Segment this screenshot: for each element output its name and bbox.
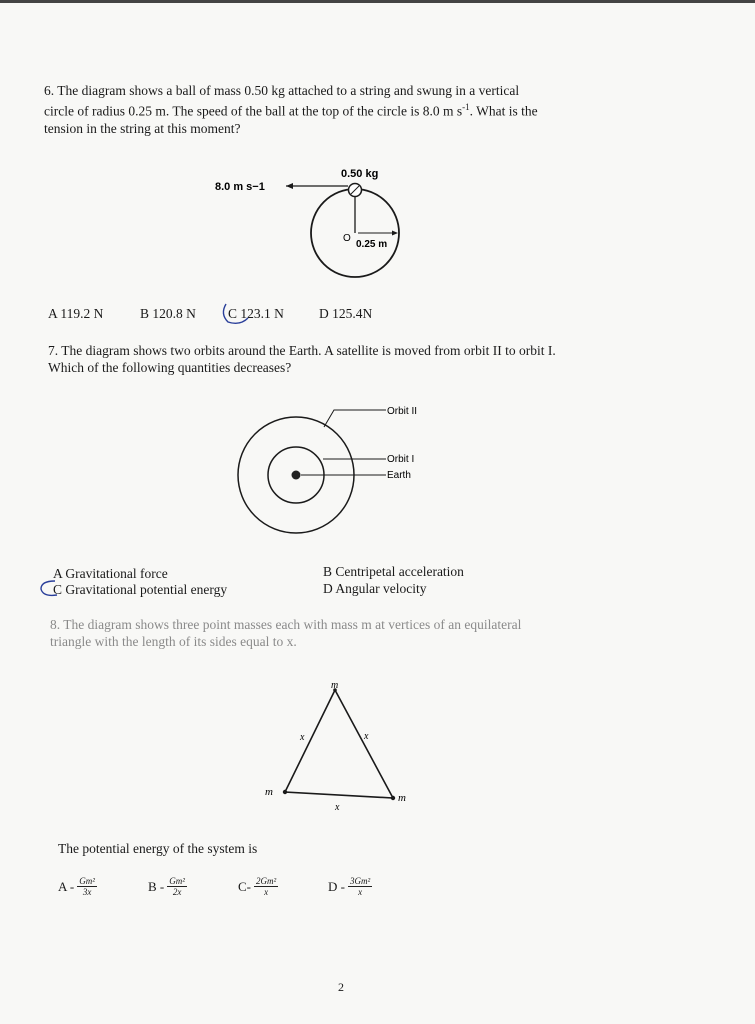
side-right-label: x	[364, 731, 369, 742]
mass-top-label: m	[331, 680, 339, 691]
equilateral-triangle	[285, 690, 393, 798]
q8-answer-c-letter: C-	[238, 878, 251, 894]
q8-answer-b[interactable]	[148, 876, 187, 897]
question-8-line-1: 8. The diagram shows three point masses each with mass m at vertices of an equilateral	[50, 617, 522, 632]
q7-option-c-label: C Gravitational potential energy	[53, 582, 228, 597]
question-8-prompt: The potential energy of the system is	[58, 841, 258, 856]
side-left-label: x	[300, 732, 305, 743]
orbit-1-label: Orbit I	[387, 454, 415, 465]
circular-motion-diagram	[210, 160, 430, 285]
q8-answer-d-letter: D -	[328, 878, 345, 894]
q8-answer-d[interactable]	[328, 876, 372, 897]
velocity-arrowhead	[286, 183, 293, 189]
q8-answer-a-letter: A -	[58, 878, 75, 894]
mass-right	[391, 796, 395, 800]
question-8-line-2: triangle with the length of its sides equal to x.	[50, 634, 297, 649]
q7-option-d[interactable]: D Angular velocity	[323, 581, 427, 596]
question-6-line-3: tension in the string at this moment?	[44, 120, 241, 136]
earth-label: Earth	[387, 470, 411, 481]
question-6-line-2: circle of radius 0.25 m. The speed of the ball at the top of the circle is 8.0 m $s^{-1}$. What is the	[44, 102, 538, 119]
q7-option-c[interactable]	[53, 582, 227, 598]
orbits-diagram	[230, 400, 440, 560]
orbit-2-label: Orbit II	[387, 406, 418, 417]
q6-option-d[interactable]: D 125.4N	[319, 306, 373, 321]
center-label: O	[343, 233, 351, 244]
question-7-line-1: 7. The diagram shows two orbits around the Earth. A satellite is moved from orbit II to orbit I.	[48, 343, 556, 358]
earth	[292, 471, 301, 480]
answer-circle-mark	[37, 578, 67, 600]
triangle-diagram	[255, 676, 425, 816]
question-6-text	[44, 82, 644, 137]
page-top-edge	[0, 0, 755, 3]
answer-circle-mark	[218, 298, 266, 328]
q8-answer-c-fraction: $\frac{\text{2Gm²}}{x}$	[256, 876, 277, 897]
orbit-2-leader	[324, 410, 386, 427]
q8-answer-c[interactable]	[238, 876, 278, 897]
question-8-text	[50, 616, 670, 650]
q8-answer-a[interactable]	[58, 876, 97, 897]
q6-option-a[interactable]: A 119.2 N	[48, 306, 104, 321]
q6-option-b[interactable]: B 120.8 N	[140, 306, 196, 321]
q7-option-b[interactable]: B Centripetal acceleration	[323, 564, 464, 579]
q6-option-c[interactable]	[228, 306, 284, 322]
question-7-text	[48, 342, 668, 376]
radius-label: 0.25 m	[356, 239, 388, 250]
mass-right-label: m	[398, 792, 406, 804]
q7-option-a[interactable]: A Gravitational force	[53, 566, 168, 581]
mass-left-label: m	[265, 786, 273, 798]
q8-answer-b-letter: B -	[148, 878, 165, 894]
q8-answer-b-fraction: $\frac{\text{Gm²}}{2x}$	[169, 876, 185, 897]
q6-option-c-label: C 123.1 N	[228, 306, 284, 321]
q8-answer-d-fraction: $\frac{\text{3Gm²}}{x}$	[349, 876, 371, 897]
speed-label: 8.0 m s−1	[215, 181, 265, 193]
question-7-line-2: Which of the following quantities decreases?	[48, 360, 292, 375]
side-bottom-label: x	[335, 802, 340, 813]
question-6-line-1: 6. The diagram shows a ball of mass 0.50 kg attached to a string and swung in a vertical	[44, 83, 520, 98]
mass-left	[283, 790, 287, 794]
page-number: 2	[338, 980, 344, 994]
mass-label: 0.50 kg	[341, 168, 379, 180]
q8-answer-a-fraction: $\frac{\text{Gm²}}{3x}$	[79, 876, 95, 897]
